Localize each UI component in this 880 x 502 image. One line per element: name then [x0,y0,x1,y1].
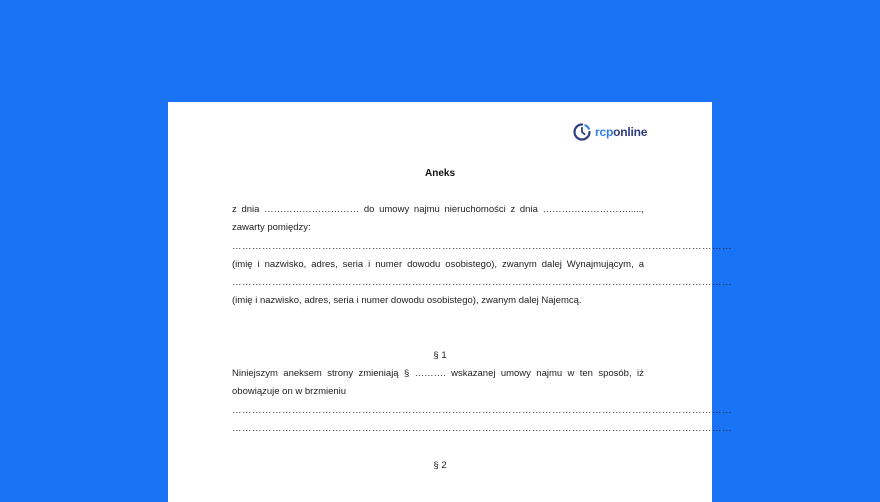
word: wskazanej [451,368,496,379]
word: z [232,204,237,215]
word: ten [579,368,593,379]
intro-line [232,204,644,216]
word: i [257,259,260,270]
word: dowodu [407,259,441,270]
word: zmieniają [358,368,399,379]
word: do [363,204,375,215]
word: dnia [519,204,538,215]
word: najmu [413,204,440,215]
word: Niniejszym [232,368,278,379]
section1-line [232,368,644,380]
word: z [510,204,516,215]
logo-text: rcponline [595,125,648,139]
word: § [403,368,410,379]
word: strony [327,368,354,379]
section-2-heading: § 2 [433,460,447,471]
intro-line-2: zawarty pomiędzy: [232,222,311,233]
word: Wynajmującym, [566,259,634,270]
rcponline-logo [572,122,647,142]
word: najmu [536,368,563,379]
section1-line-2: obowiązuje on w brzmieniu [232,386,347,397]
word: numer [375,259,403,270]
word: a [638,259,644,270]
word: (imię [232,259,253,270]
document-title: Aneks [424,168,455,179]
word: nazwisko, [264,259,307,270]
word: osobistego), [445,259,498,270]
word: aneksem [283,368,322,379]
word: ………. [414,368,446,379]
word: zwanym [501,259,537,270]
dotted-line: …………………………………………………………………………………………………………………………………… [232,423,732,434]
dotted-line: …………………………………………………………………………………………………………………………………… [232,405,732,416]
word: nieruchomości [444,204,506,215]
party1-line [232,259,644,271]
party2-line: (imię i nazwisko, adres, seria i numer dowodu osobistego), zwanym dalej Najemcą. [232,295,582,306]
word: adres, [311,259,338,270]
document-page [168,102,732,502]
word: umowy [500,368,531,379]
word: w [567,368,575,379]
word: sposób, [598,368,632,379]
word: dnia [241,204,260,215]
word: ………………………....., [542,204,644,215]
word: ………………………… [264,204,360,215]
dotted-line: …………………………………………………………………………………………………………………………………… [232,277,732,288]
dotted-line: …………………………………………………………………………………………………………………………………… [232,241,732,252]
word: i [368,259,371,270]
section-1-heading: § 1 [433,350,447,361]
clock-icon [572,122,592,142]
word: umowy [379,204,410,215]
word: dalej [541,259,562,270]
word: iż [636,368,644,379]
word: seria [342,259,364,270]
